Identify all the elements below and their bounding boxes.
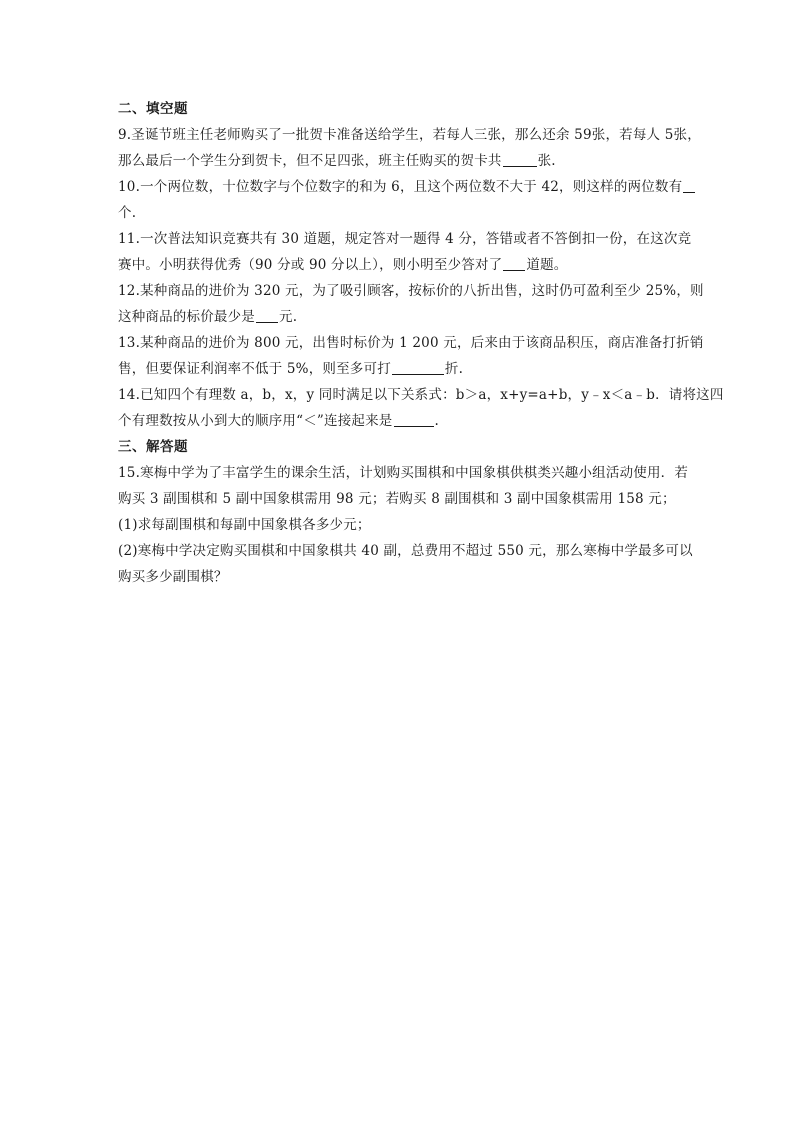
question-13-line-1: 13.某种商品的进价为 800 元，出售时标价为 1 200 元，后来由于该商品积压，商店准备打折销 <box>118 335 704 351</box>
question-12-text-b: 元. <box>279 309 298 325</box>
question-10-text-a: 10.一个两位数，十位数字与个位数字的和为 6，且这个两位数不大于 42，则这样的两位数有 <box>118 179 683 195</box>
question-9-answer-blank[interactable] <box>503 152 537 167</box>
question-9-line-1: 9.圣诞节班主任老师购买了一批贺卡准备送给学生，若每人三张，那么还余 59张，若每人 5张， <box>118 127 701 143</box>
question-11-text-a: 赛中。小明获得优秀（90 分或 90 分以上），则小明至少答对了 <box>118 257 503 273</box>
question-10-line-1 <box>118 174 698 200</box>
question-9-text-a: 那么最后一个学生分到贺卡，但不足四张，班主任购买的贺卡共 <box>118 153 502 169</box>
question-12-line-2 <box>118 304 698 330</box>
question-13-answer-blank[interactable] <box>392 360 444 375</box>
section-heading-solve: 三、解答题 <box>118 439 188 455</box>
question-9-text-b: 张. <box>537 153 556 169</box>
question-15 <box>118 460 698 590</box>
question-15-line-2: 购买 3 副围棋和 5 副中国象棋需用 98 元；若购买 8 副围棋和 3 副中国象棋需用 158 元； <box>118 491 676 507</box>
question-10 <box>118 174 698 226</box>
question-10-line-2: 个. <box>118 205 137 221</box>
question-11 <box>118 226 698 278</box>
question-14-answer-blank[interactable] <box>394 412 434 427</box>
question-13-text-a: 售，但要保证利润率不低于 5%，则至多可打 <box>118 361 391 377</box>
question-12-line-1: 12.某种商品的进价为 320 元，为了吸引顾客，按标价的八折出售，这时仍可盈利至少 25%，则 <box>118 283 704 299</box>
question-13-line-2 <box>118 356 698 382</box>
question-12-text-a: 这种商品的标价最少是 <box>118 309 255 325</box>
question-14-line-1: 14.已知四个有理数 a，b，x，y 同时满足以下关系式：b＞a，x+y=a+b，y﹣x＜a﹣b．请将这四 <box>118 387 724 403</box>
worksheet-page <box>118 96 724 590</box>
question-13 <box>118 330 704 382</box>
question-15-part-2-line-2: 购买多少副围棋？ <box>118 569 228 585</box>
question-9-line-2 <box>118 148 698 174</box>
question-11-line-2 <box>118 252 698 278</box>
question-14 <box>118 382 724 434</box>
question-11-answer-blank[interactable] <box>503 256 525 271</box>
question-12 <box>118 278 704 330</box>
question-11-line-1: 11.一次普法知识竞赛共有 30 道题，规定答对一题得 4 分，答错或者不答倒扣一份，在这次竞 <box>118 231 692 247</box>
question-14-text-b: . <box>434 413 440 429</box>
question-15-line-1: 15.寒梅中学为了丰富学生的课余生活，计划购买围棋和中国象棋供棋类兴趣小组活动使用．若 <box>118 465 689 481</box>
question-15-part-1: (1)求每副围棋和每副中国象棋各多少元； <box>118 517 371 533</box>
section-heading-fill-in: 二、填空题 <box>118 101 188 117</box>
question-15-part-2-line-1: (2)寒梅中学决定购买围棋和中国象棋共 40 副，总费用不超过 550 元，那么寒梅中学最多可以 <box>118 543 693 559</box>
question-9 <box>118 122 701 174</box>
question-12-answer-blank[interactable] <box>256 308 278 323</box>
question-14-line-2 <box>118 408 698 434</box>
question-11-text-b: 道题。 <box>526 257 568 273</box>
question-10-answer-blank[interactable] <box>683 178 695 193</box>
question-14-text-a: 个有理数按从小到大的顺序用“＜”连接起来是 <box>118 413 393 429</box>
question-13-text-b: 折. <box>444 361 464 377</box>
